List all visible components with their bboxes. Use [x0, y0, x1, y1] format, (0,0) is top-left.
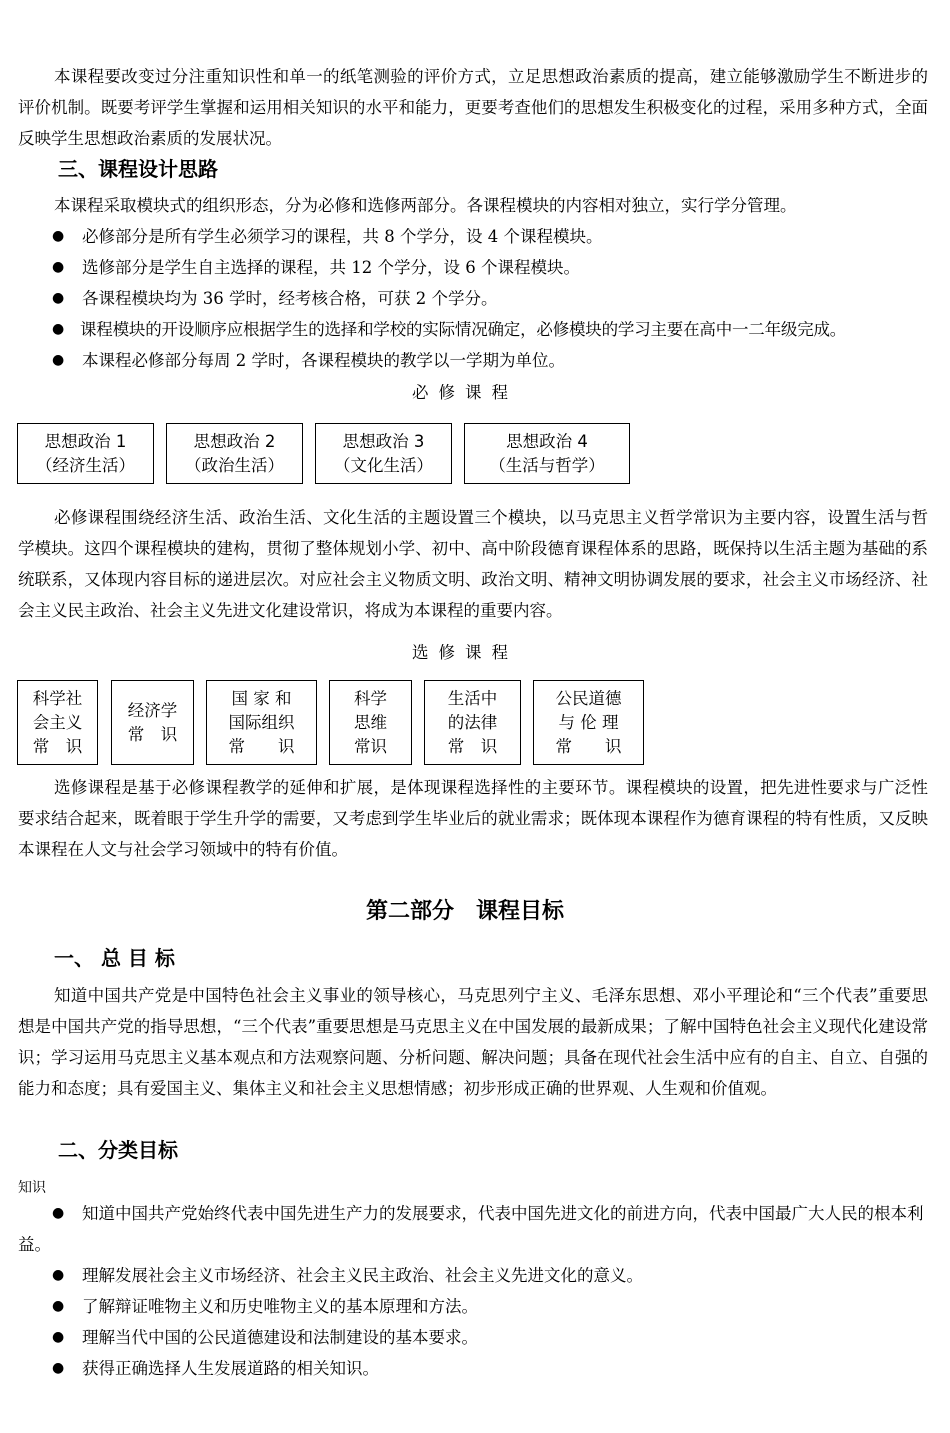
module-line: 生活中 [447, 688, 498, 708]
elective-module-2 [111, 680, 194, 765]
list-item: ● 理解发展社会主义市场经济、社会主义民主政治、社会主义先进文化的意义。 [18, 1260, 930, 1291]
module-line: 与 伦 理 [558, 712, 619, 732]
elective-module-5 [424, 680, 521, 765]
module-subtitle: （文化生活） [334, 455, 433, 475]
module-line: 常识 [354, 736, 387, 756]
module-line: 科学社 [32, 688, 83, 708]
module-line: 经济学 [127, 700, 178, 720]
required-module-1 [17, 423, 154, 484]
list-item: ● 了解辩证唯物主义和历史唯物主义的基本原理和方法。 [18, 1291, 930, 1322]
module-line: 常 识 [32, 736, 83, 756]
module-title: 思想政治 3 [342, 431, 425, 451]
knowledge-label: 知识 [18, 1180, 46, 1196]
required-module-4 [464, 423, 630, 484]
design-heading: 三、课程设计思路 [58, 157, 218, 181]
list-item: ● 课程模块的开设顺序应根据学生的选择和学校的实际情况确定，必修模块的学习主要在高中一二年级完成。 [18, 314, 930, 345]
module-subtitle: （经济生活） [36, 455, 135, 475]
module-title: 思想政治 2 [193, 431, 276, 451]
module-title: 思想政治 1 [44, 431, 127, 451]
module-line: 思维 [354, 712, 387, 732]
elective-module-1 [17, 680, 98, 765]
design-bullet-list [18, 221, 930, 376]
module-line: 常 识 [127, 724, 178, 744]
elective-description: 选修课程是基于必修课程教学的延伸和扩展，是体现课程选择性的主要环节。课程模块的设置，把先进性要求与广泛性要求结合起来，既着眼于学生升学的需要，又考虑到学生毕业后的就业需求；既体现本课程作为德育课程的特有性质，又反映本课程在人文与社会学习领域中的特有价值。 [18, 778, 928, 859]
required-caption: 必修课程 [412, 383, 518, 402]
list-item: ● 选修部分是学生自主选择的课程，共 12 个学分，设 6 个课程模块。 [18, 252, 930, 283]
required-description: 必修课程围绕经济生活、政治生活、文化生活的主题设置三个模块，以马克思主义哲学常识为主要内容，设置生活与哲学模块。这四个课程模块的建构，贯彻了整体规划小学、初中、高中阶段德育课程体系的思路，既保持以生活主题为基础的系统联系，又体现内容目标的递进层次。对应社会主义物质文明、政治文明、精神文明协调发展的要求，社会主义市场经济、社会主义民主政治、社会主义先进文化建设常识，将成为本课程的重要内容。 [18, 508, 928, 620]
module-line: 公民道德 [555, 688, 622, 708]
module-line: 的法律 [447, 712, 498, 732]
knowledge-bullet-list [18, 1198, 930, 1384]
elective-module-3 [206, 680, 317, 765]
list-item: ● 本课程必修部分每周 2 学时，各课程模块的教学以一学期为单位。 [18, 345, 930, 376]
elective-module-6 [533, 680, 644, 765]
overall-goal-text: 知道中国共产党是中国特色社会主义事业的领导核心，马克思列宁主义、毛泽东思想、邓小平理论和“三个代表”重要思想是中国共产党的指导思想，“三个代表”重要思想是马克思主义在中国发展的最新成果；了解中国特色社会主义现代化建设常识；学习运用马克思主义基本观点和方法观察问题、分析问题、解决问题；具备在现代社会生活中应有的自主、自立、自强的能力和态度；具有爱国主义、集体主义和社会主义思想情感；初步形成正确的世界观、人生观和价值观。 [18, 986, 928, 1098]
module-line: 国 家 和 [231, 688, 292, 708]
overall-goal-heading: 一、 总 目 标 [54, 946, 175, 970]
module-line: 常 识 [447, 736, 498, 756]
required-module-3 [315, 423, 452, 484]
module-line: 常 识 [228, 736, 295, 756]
part2-title: 第二部分 课程目标 [365, 898, 564, 924]
module-line: 国际组织 [228, 712, 295, 732]
list-item: ● 知道中国共产党始终代表中国先进生产力的发展要求，代表中国先进文化的前进方向，代表中国最广大人民的根本利益。 [18, 1198, 930, 1260]
module-subtitle: （生活与哲学） [489, 455, 605, 475]
design-lead: 本课程采取模块式的组织形态，分为必修和选修两部分。各课程模块的内容相对独立，实行学分管理。 [54, 196, 797, 215]
category-goal-heading: 二、分类目标 [58, 1138, 178, 1162]
intro-paragraph: 本课程要改变过分注重知识性和单一的纸笔测验的评价方式，立足思想政治素质的提高，建立能够激励学生不断进步的评价机制。既要考评学生掌握和运用相关知识的水平和能力，更要考查他们的思想发生积极变化的过程，采用多种方式，全面反映学生思想政治素质的发展状况。 [18, 67, 928, 148]
module-line: 会主义 [32, 712, 83, 732]
module-title: 思想政治 4 [506, 431, 588, 451]
module-subtitle: （政治生活） [185, 455, 284, 475]
list-item: ● 各课程模块均为 36 学时，经考核合格，可获 2 个学分。 [18, 283, 930, 314]
required-module-2 [166, 423, 303, 484]
elective-module-4 [329, 680, 412, 765]
module-line: 常 识 [555, 736, 622, 756]
module-line: 科学 [354, 688, 387, 708]
list-item: ● 理解当代中国的公民道德建设和法制建设的基本要求。 [18, 1322, 930, 1353]
list-item: ● 必修部分是所有学生必须学习的课程，共 8 个学分，设 4 个课程模块。 [18, 221, 930, 252]
list-item: ● 获得正确选择人生发展道路的相关知识。 [18, 1353, 930, 1384]
elective-caption: 选修课程 [412, 643, 518, 662]
